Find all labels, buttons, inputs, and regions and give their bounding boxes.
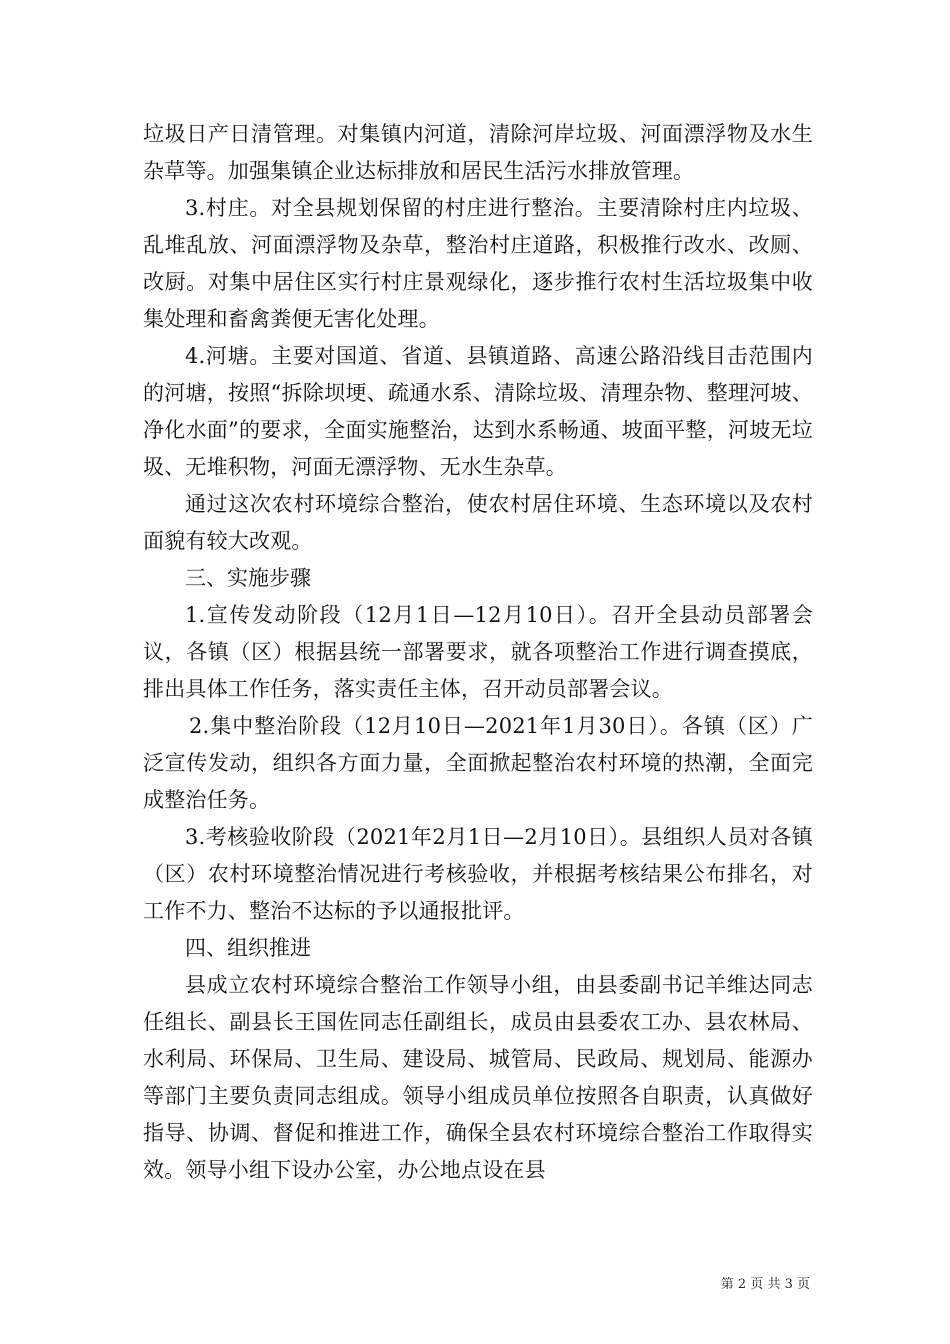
paragraph-step-publicity: 1.宣传发动阶段（12月1日—12月10日）。召开全县动员部署会议，各镇（区）根据县统一部署要求，就各项整治工作进行调查摸底，排出具体工作任务，落实责任主体，召开动员部署会议。	[143, 603, 813, 701]
document-body	[143, 116, 813, 1189]
paragraph-step-rectification: 2.集中整治阶段（12月10日—2021年1月30日）。各镇（区）广泛宣传发动，组织各方面力量，全面掀起整治农村环境的热潮，全面完成整治任务。	[143, 714, 813, 812]
paragraph-leading-group: 县成立农村环境综合整治工作领导小组，由县委副书记羊维达同志任组长、副县长王国佐同志任副组长，成员由县委农工办、县农林局、水利局、环保局、卫生局、建设局、城管局、民政局、规划局、能源办等部门主要负责同志组成。领导小组成员单位按照各自职责，认真做好指导、协调、督促和推进工作，确保全县农村环境综合整治工作取得实效。领导小组下设办公室，办公地点设在县	[143, 973, 813, 1182]
paragraph-item-village: 3.村庄。对全县规划保留的村庄进行整治。主要清除村庄内垃圾、乱堆乱放、河面漂浮物及杂草，整治村庄道路，积极推行改水、改厕、改厨。对集中居住区实行村庄景观绿化，逐步推行农村生活垃圾集中收集处理和畜禽粪便无害化处理。	[143, 196, 813, 331]
section-heading-implementation-steps: 三、实施步骤	[185, 566, 311, 590]
paragraph-step-inspection: 3.考核验收阶段（2021年2月1日—2月10日）。县组织人员对各镇（区）农村环境整治情况进行考核验收，并根据考核结果公布排名，对工作不力、整治不达标的予以通报批评。	[143, 825, 813, 923]
section-heading-organization: 四、组织推进	[185, 936, 311, 960]
paragraph-continuation: 垃圾日产日清管理。对集镇内河道，清除河岸垃圾、河面漂浮物及水生杂草等。加强集镇企业达标排放和居民生活污水排放管理。	[143, 122, 813, 183]
paragraph-item-pond: 4.河塘。主要对国道、省道、县镇道路、高速公路沿线目击范围内的河塘，按照“拆除坝埂、疏通水系、清除垃圾、清理杂物、整理河坡、净化水面”的要求，全面实施整治，达到水系畅通、坡面平整，河坡无垃圾、无堆积物，河面无漂浮物、无水生杂草。	[143, 344, 813, 479]
paragraph-summary: 通过这次农村环境综合整治，使农村居住环境、生态环境以及农村面貌有较大改观。	[143, 492, 813, 553]
page-number-footer: 第 2 页 共 3 页	[720, 1277, 810, 1292]
